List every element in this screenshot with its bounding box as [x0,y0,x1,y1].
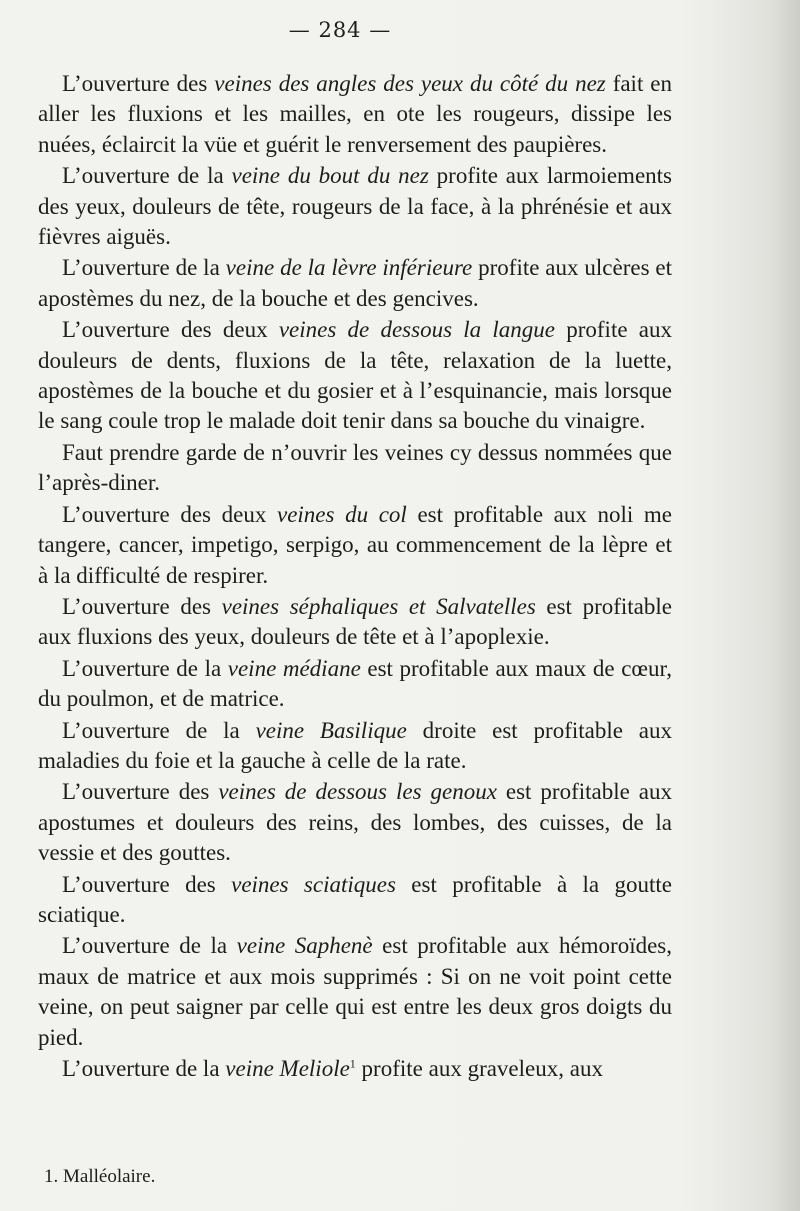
paragraph: L’ouverture des veines séphaliques et Salvatelles est profitable aux fluxions des yeux, douleurs de tête et à l’apoplexie. [38,593,672,650]
footnote: 1. Malléolaire. [44,1166,156,1187]
paragraph: L’ouverture des veines des angles des yeux du côté du nez fait en aller les fluxions et les mailles, en ote les rougeurs, dissipe les nuées, éclaircit la vüe et guérit le renversement des paupières. [38,71,672,157]
paragraph: L’ouverture de la veine Saphenè est profitable aux hémoroïdes, maux de matrice et aux mois supprimés : Si on ne voit point cette veine, on peut saigner par celle qui est entre les deux gros doigts du pied. [38,933,673,1050]
paragraph: L’ouverture de la veine du bout du nez profite aux larmoiements des yeux, douleurs de tête, rougeurs de la face, à la phrénésie et aux fièvres aiguës. [38,163,673,250]
paragraph: L’ouverture des veines de dessous les genoux est profitable aux apostumes et douleurs des reins, des lombes, des cuisses, de la vessie et des gouttes. [38,779,672,866]
paragraph: Faut prendre garde de n’ouvrir les veines cy dessus nommées que l’après-diner. [38,439,672,496]
body-text [38,69,672,1084]
paragraph: L’ouverture de la veine de la lèvre inférieure profite aux ulcères et apostèmes du nez, de la bouche et des gencives. [38,255,672,311]
page-number: — 284 — [288,18,392,42]
paragraph: L’ouverture des deux veines du col est profitable aux noli me tangere, cancer, impetigo, serpigo, au commencement de la lèpre et à la difficulté de respirer. [38,501,672,588]
paragraph: L’ouverture de la veine Basilique droite est profitable aux maladies du foie et la gauche à celle de la rate. [38,717,672,773]
paragraph: L’ouverture des veines sciatiques est profitable à la goutte sciatique. [38,871,672,927]
footnote-marker: 1 [349,1056,356,1071]
page-edge-shadow [772,0,800,1211]
paragraph: L’ouverture des deux veines de dessous la langue profite aux douleurs de dents, fluxions de la tête, relaxation de la luette, apostèmes de la bouche et du gosier et à l’esquinancie, mais lorsque le sang coule trop le malade doit tenir dans sa bouche du vinaigre. [38,317,672,434]
paragraph: L’ouverture de la veine Meliole$^1$ profite aux graveleux, aux [62,1056,603,1081]
paragraph: L’ouverture de la veine médiane est profitable aux maux de cœur, du poulmon, et de matrice. [38,655,673,712]
